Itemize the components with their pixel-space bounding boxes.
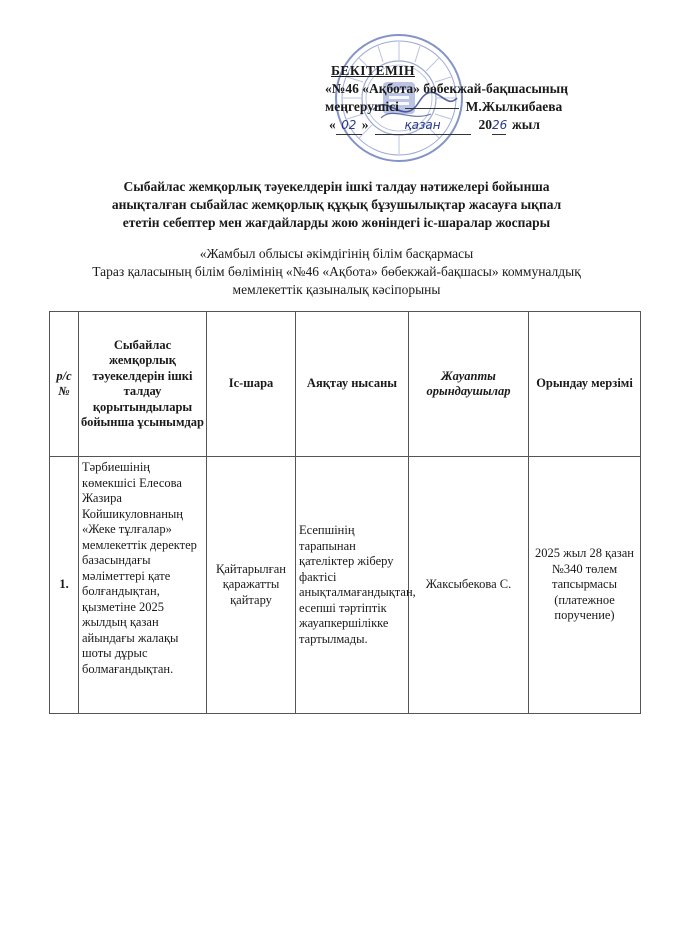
year-prefix: 20: [478, 117, 492, 132]
organization-name: [40, 245, 633, 299]
cell-number: 1.: [50, 457, 79, 714]
cell-recommendation: Тәрбиешінің көмекшісі Елесова Жазира Койшикуловнаның «Жеке тұлғалар» мемлекеттік деректер базасындағы мәліметтері қате болғандықтан, қызметіне 2025 жылдың қазан айындағы жалақы шоты дұрыс болмағандықтан.: [79, 457, 207, 714]
title-line: анықталған сыбайлас жемқорлық құқық бұзушылықтар жасауға ықпал: [111, 197, 562, 212]
header-completion-form: Аяқтау нысаны: [296, 312, 409, 457]
year-suffix: жыл: [512, 117, 540, 132]
date-month: қазан: [375, 116, 471, 135]
approval-org-line: «№46 «Ақбота» бөбекжай-бақшасының: [325, 81, 568, 96]
document-title: [40, 178, 633, 232]
header-responsible: Жауапты орындаушылар: [409, 312, 529, 457]
approval-name: М.Жылкибаева: [465, 99, 563, 114]
cell-responsible: Жаксыбекова С.: [409, 457, 529, 714]
date-quote-close: »: [361, 117, 369, 132]
title-line: ететін себептер мен жағдайларды жою жөніндегі іс-шаралар жоспары: [122, 215, 551, 230]
header-number: р/с №: [50, 312, 79, 457]
year-handwritten: 26: [492, 116, 506, 135]
cell-completion: Есепшінің тарапынан қателіктер жіберу фактісі анықталмағандықтан, есепші тәртіптік жауапкершілікке тартылмады.: [296, 457, 409, 714]
header-measure: Іс-шара: [207, 312, 296, 457]
title-line: Сыбайлас жемқорлық тәуекелдерін ішкі талдау нәтижелері бойынша: [123, 179, 550, 194]
table-row: [50, 457, 641, 714]
approval-title: БЕКІТЕМІН: [331, 63, 415, 78]
org-line: «Жамбыл облысы әкімдігінің білім басқармасы: [199, 246, 474, 261]
measures-table: [49, 311, 641, 714]
signature-line: [405, 108, 459, 109]
date-day: 02: [336, 116, 362, 135]
org-line: Тараз қаласының білім бөлімінің «№46 «Ақбота» бөбекжай-бақшасы» коммуналдық: [92, 264, 581, 279]
approval-block: [325, 62, 645, 135]
approval-date: [325, 116, 645, 135]
approval-role: меңгерушісі: [325, 99, 399, 114]
header-deadline: Орындау мерзімі: [529, 312, 641, 457]
org-line: мемлекеттік қазыналық кәсіпорыны: [232, 282, 441, 297]
cell-deadline: 2025 жыл 28 қазан №340 төлем тапсырмасы (платежное поручение): [529, 457, 641, 714]
cell-measure: Қайтарылған қаражатты қайтару: [207, 457, 296, 714]
approval-signature-row: [325, 98, 645, 116]
header-recommendations: Сыбайлас жемқорлық тәуекелдерін ішкі талдау қорытындылары бойынша ұсынымдар: [79, 312, 207, 457]
date-quote-open: «: [329, 117, 336, 132]
table-header-row: [50, 312, 641, 457]
